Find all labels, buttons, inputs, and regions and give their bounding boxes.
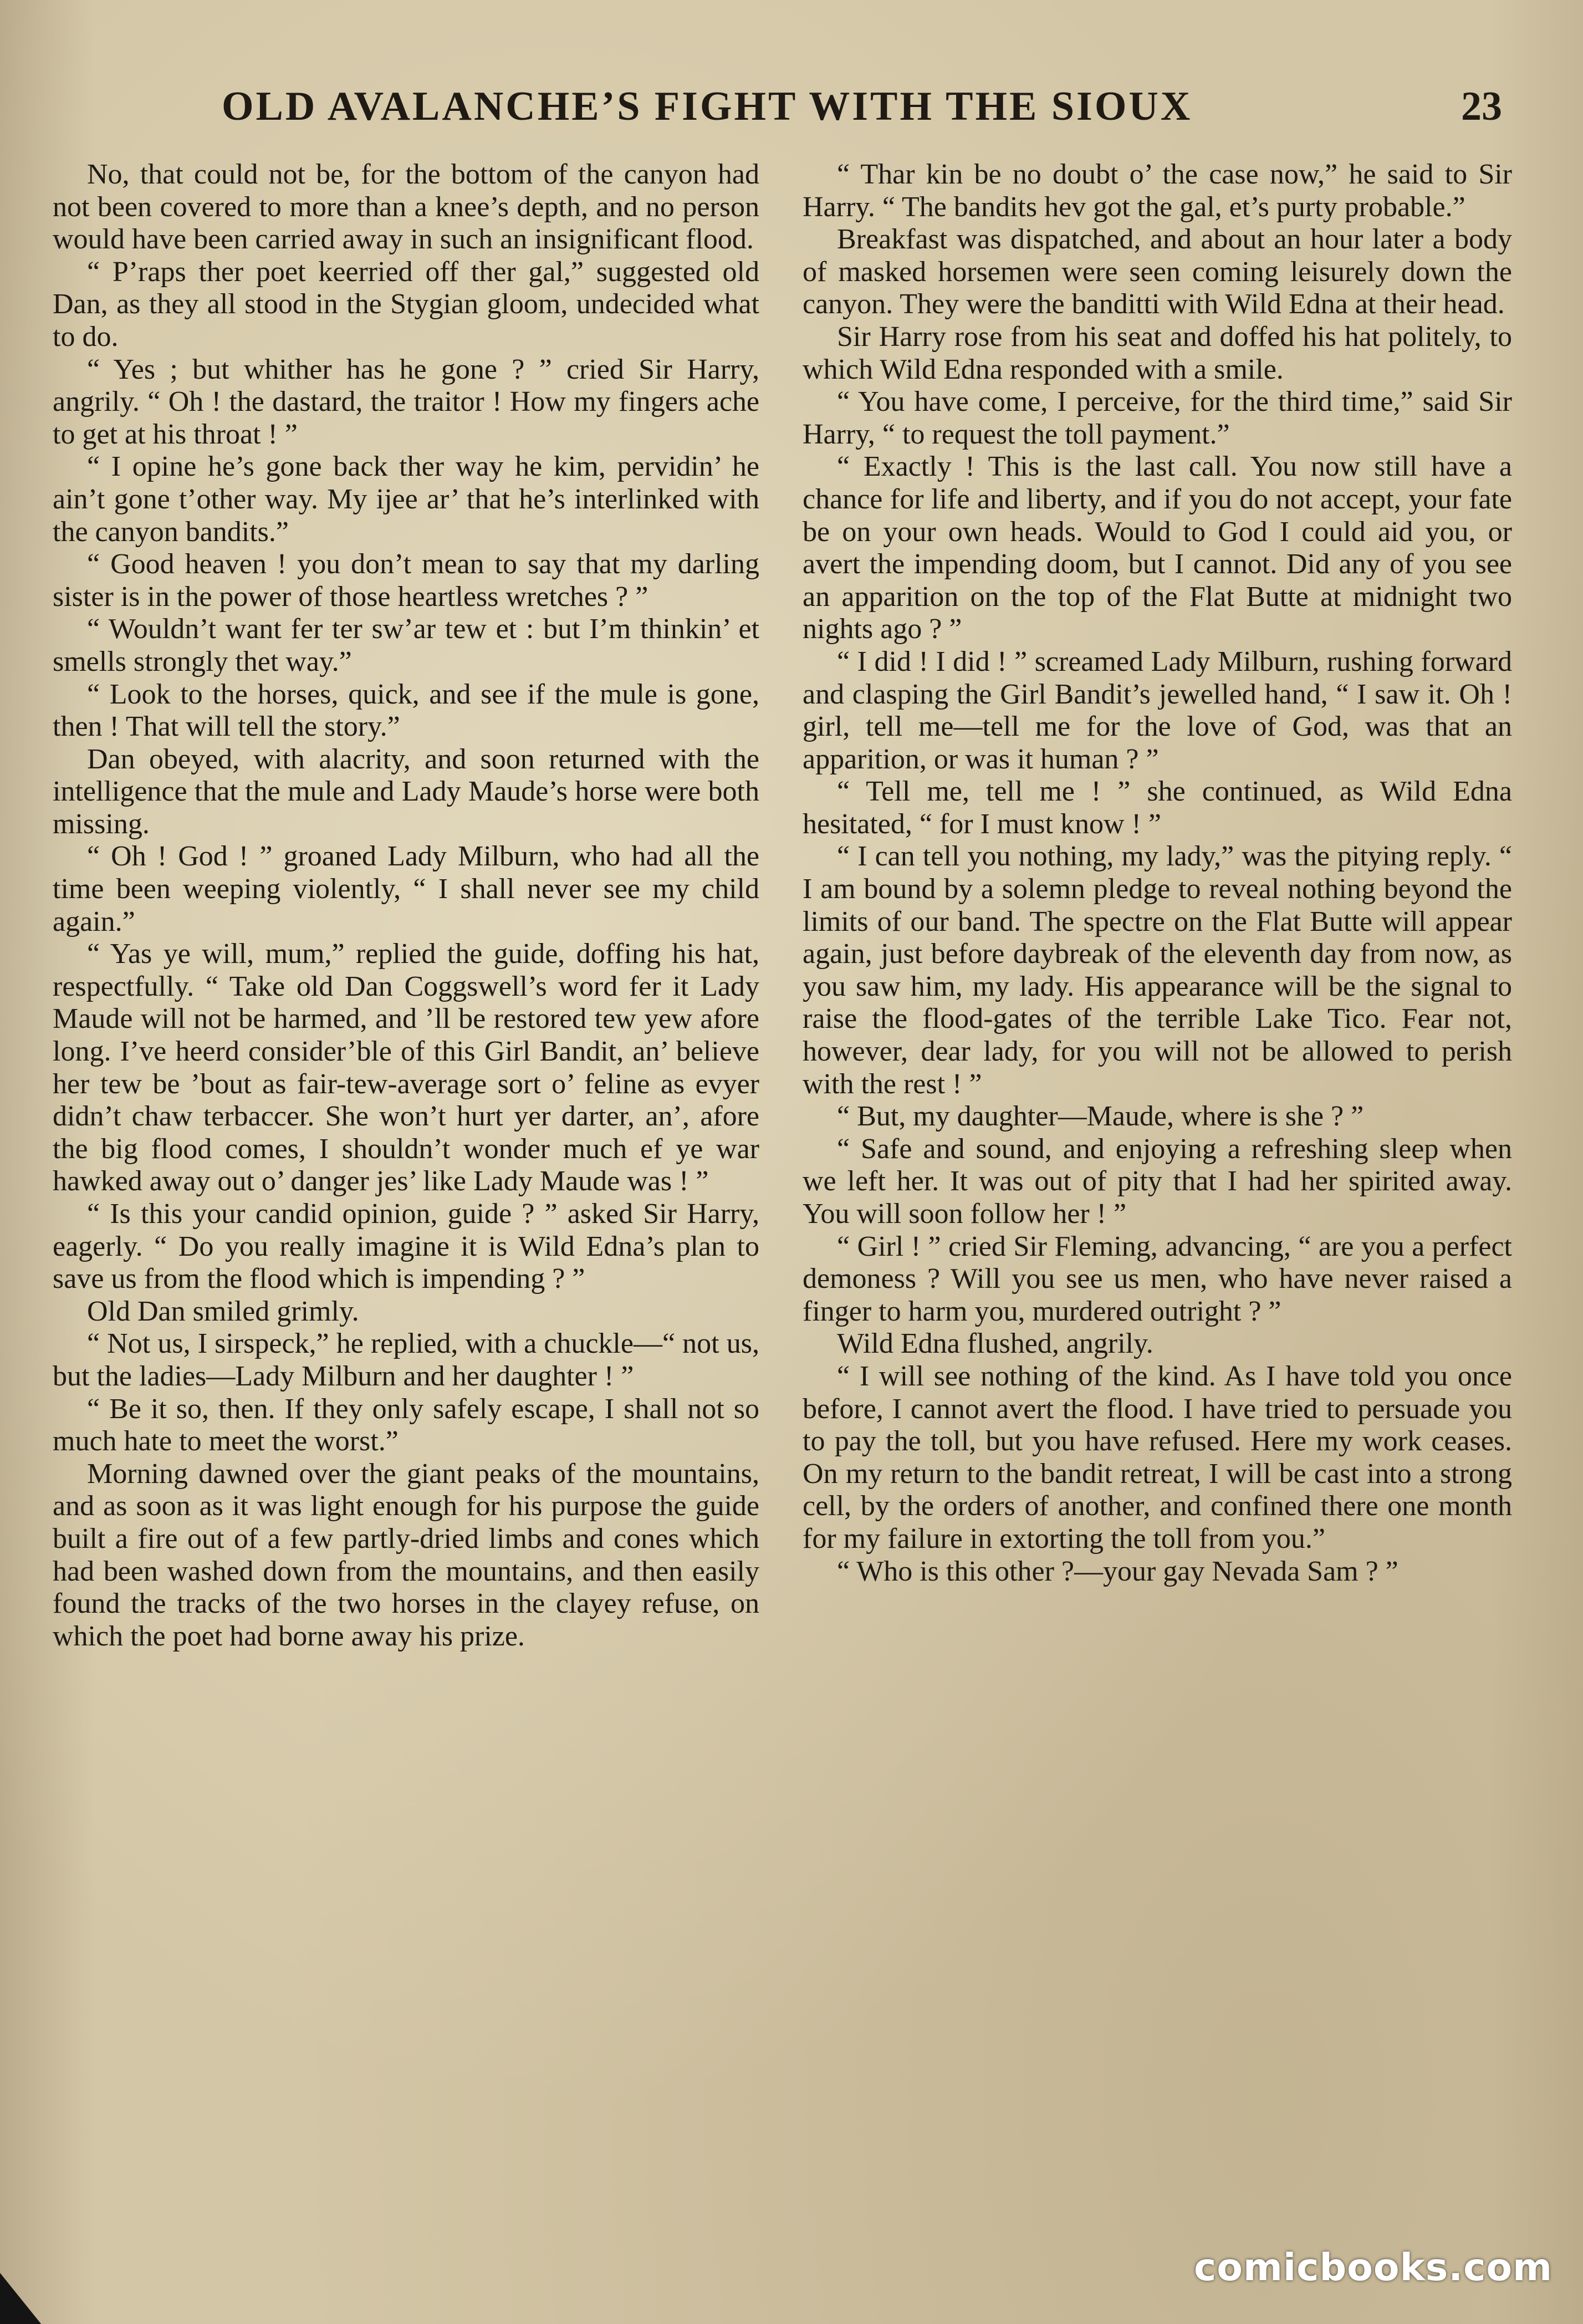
paragraph: “ Safe and sound, and enjoying a refreshing sleep when we left her. It was out of pity that I had her spirited away. You will soon follow her ! ” <box>803 1133 1512 1230</box>
paragraph: “ Not us, I sirspeck,” he replied, with a chuckle—“ not us, but the ladies—Lady Milburn and her daughter ! ” <box>53 1328 759 1392</box>
paragraph: “ Is this your candid opinion, guide ? ” asked Sir Harry, eagerly. “ Do you really imagine it is Wild Edna’s plan to save us from the flood which is impending ? ” <box>53 1198 759 1295</box>
paragraph: “ Yes ; but whither has he gone ? ” cried Sir Harry, angrily. “ Oh ! the dastard, the traitor ! How my fingers ache to get at his throat ! ” <box>53 353 759 450</box>
paragraph: “ Girl ! ” cried Sir Fleming, advancing, “ are you a perfect demoness ? Will you see us men, who have never raised a finger to harm you, murdered outright ? ” <box>803 1230 1512 1327</box>
paragraph: “ Wouldn’t want fer ter sw’ar tew et : but I’m thinkin’ et smells strongly thet way.” <box>53 613 759 677</box>
paragraph: “ P’raps ther poet keerried off ther gal,” suggested old Dan, as they all stood in the Stygian gloom, undecided what to do. <box>53 256 759 353</box>
paragraph: Breakfast was dispatched, and about an hour later a body of masked horsemen were seen coming leisurely down the canyon. They were the banditti with Wild Edna at their head. <box>803 223 1512 320</box>
paragraph: Morning dawned over the giant peaks of the mountains, and as soon as it was light enough for his purpose the guide built a fire out of a few partly-dried limbs and cones which had been washed down from the mountains, and then easily found the tracks of the two horses in the clayey refuse, on which the poet had borne away his prize. <box>53 1457 759 1652</box>
paragraph: “ I opine he’s gone back ther way he kim, pervidin’ he ain’t gone t’other way. My ijee ar’ that he’s interlinked with the canyon bandits.” <box>53 451 759 548</box>
paragraph: “ Good heaven ! you don’t mean to say that my darling sister is in the power of those heartless wretches ? ” <box>53 548 759 613</box>
paragraph: “ Be it so, then. If they only safely escape, I shall not so much hate to meet the worst.” <box>53 1393 759 1457</box>
paragraph: “ I did ! I did ! ” screamed Lady Milburn, rushing forward and clasping the Girl Bandit’s jewelled hand, “ I saw it. Oh ! girl, tell me—tell me for the love of God, was that an apparition, or was it human ? ” <box>803 645 1512 775</box>
page-title: OLD AVALANCHE’S FIGHT WITH THE SIOUX <box>222 84 1193 129</box>
paragraph: Old Dan smiled grimly. <box>87 1295 359 1327</box>
paragraph: “ Look to the horses, quick, and see if the mule is gone, then ! That will tell the story.” <box>53 678 759 743</box>
paragraph: “ I will see nothing of the kind. As I have told you once before, I cannot avert the flood. I have tried to persuade you to pay the toll, but you have refused. Here my work ceases. On my return to the bandit retreat, I will be cast into a strong cell, by the orders of another, and confined there one month for my failure in extorting the toll from you.” <box>803 1360 1512 1555</box>
site-watermark: comicbooks.com <box>1193 2246 1553 2290</box>
paragraph: “ Yas ye will, mum,” replied the guide, doffing his hat, respectfully. “ Take old Dan Coggswell’s word fer it Lady Maude will not be harmed, and ’ll be restored tew yew afore long. I’ve heerd consider’ble of this Girl Bandit, an’ believe her tew be ’bout as fair-tew-average sort o’ feline as evyer didn’t chaw terbaccer. She won’t hurt yer darter, an’, afore the big flood comes, I shouldn’t wonder much ef ye war hawked away out o’ danger jes’ like Lady Maude was ! ” <box>53 938 759 1197</box>
paragraph: “ I can tell you nothing, my lady,” was the pitying reply. “ I am bound by a solemn pledge to reveal nothing beyond the limits of our band. The spectre on the Flat Butte will appear again, just before daybreak of the eleventh day from now, as you saw him, my lady. His appearance will be the signal to raise the flood-gates of the terrible Lake Tico. Fear not, however, dear lady, for you will not be allowed to perish with the rest ! ” <box>803 840 1512 1100</box>
right-column <box>803 159 1512 1588</box>
paragraph: “ Thar kin be no doubt o’ the case now,” he said to Sir Harry. “ The bandits hev got the gal, et’s purty probable.” <box>803 159 1512 223</box>
paragraph: “ Who is this other ?—your gay Nevada Sam ? ” <box>837 1555 1398 1587</box>
paragraph: Sir Harry rose from his seat and doffed his hat politely, to which Wild Edna responded with a smile. <box>803 320 1512 385</box>
paragraph: “ Tell me, tell me ! ” she continued, as Wild Edna hesitated, “ for I must know ! ” <box>803 776 1512 840</box>
paragraph: “ But, my daughter—Maude, where is she ? ” <box>837 1100 1364 1133</box>
paragraph: “ You have come, I perceive, for the third time,” said Sir Harry, “ to request the toll payment.” <box>803 386 1512 450</box>
running-header <box>222 83 1513 139</box>
paragraph: “ Exactly ! This is the last call. You now still have a chance for life and liberty, and if you do not accept, your fate be on your own heads. Would to God I could aid you, or avert the impending doom, but I cannot. Did any of you see an apparition on the top of the Flat Butte at midnight two nights ago ? ” <box>803 451 1512 645</box>
paragraph: No, that could not be, for the bottom of the canyon had not been covered to more than a knee’s depth, and no person would have been carried away in such an insignificant flood. <box>53 159 759 256</box>
paragraph: Wild Edna flushed, angrily. <box>837 1328 1153 1360</box>
paragraph: “ Oh ! God ! ” groaned Lady Milburn, who had all the time been weeping violently, “ I shall never see my child again.” <box>53 840 759 937</box>
paragraph: Dan obeyed, with alacrity, and soon returned with the intelligence that the mule and Lady Maude’s horse were both missing. <box>53 743 759 840</box>
left-column <box>53 159 759 1653</box>
page-number: 23 <box>1461 84 1502 129</box>
